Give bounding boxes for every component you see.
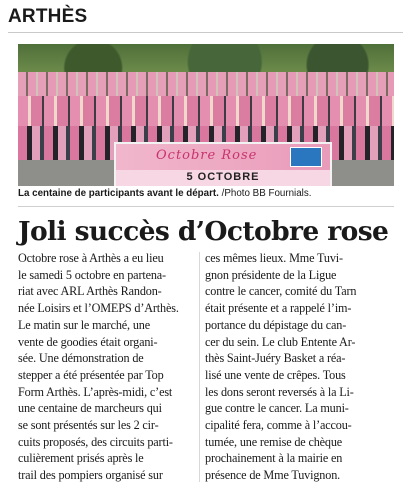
banner-script-text: Octobre Rose bbox=[156, 148, 258, 163]
photo-banner bbox=[114, 142, 332, 186]
column-separator bbox=[199, 252, 200, 482]
body-line: Le matin sur le marché, une bbox=[18, 317, 150, 332]
page-header bbox=[0, 0, 411, 34]
body-line: contre le cancer, comité du Tarn bbox=[205, 284, 357, 299]
body-line: ces mêmes lieux. Mme Tuvi- bbox=[205, 251, 343, 265]
body-line: cer du sein. Le club Entente Ar- bbox=[205, 334, 356, 349]
header-rule bbox=[8, 32, 403, 33]
body-line: thès Saint-Juéry Basket a réa- bbox=[205, 351, 346, 366]
body-line: portance du dépistage du can- bbox=[205, 317, 347, 332]
banner-date-text: 5 OCTOBRE bbox=[186, 171, 260, 183]
body-line: gnon présidente de la Ligue bbox=[205, 267, 337, 282]
body-line: était présente et a rappelé l’im- bbox=[205, 301, 352, 316]
body-line: les dons seront reversés à la Li- bbox=[205, 384, 354, 399]
body-line: Octobre rose à Arthès a eu lieu bbox=[18, 251, 164, 265]
body-line: stepper a été présentée par Top bbox=[18, 367, 164, 382]
article-headline: Joli succès d’Octobre rose bbox=[18, 216, 389, 247]
banner-logo bbox=[290, 147, 322, 167]
body-line: prochainement à la mairie en bbox=[205, 451, 343, 466]
body-line: trail des pompiers organisé sur bbox=[18, 468, 163, 483]
body-line: sée. Une démonstration de bbox=[18, 351, 144, 366]
body-line: culièrement prisés après le bbox=[18, 451, 144, 466]
section-tag: ARTHÈS bbox=[8, 6, 88, 27]
body-column-right bbox=[205, 250, 385, 484]
body-line: tumée, une remise de chèque bbox=[205, 434, 343, 449]
photo-crowd-middle bbox=[18, 96, 394, 126]
body-line: présence de Mme Tuvignon. bbox=[205, 468, 341, 483]
body-line: gue contre le cancer. La muni- bbox=[205, 401, 349, 416]
body-line: lisé une vente de crêpes. Tous bbox=[205, 367, 346, 382]
body-line: le samedi 5 octobre en partena- bbox=[18, 267, 166, 282]
body-line: riat avec ARL Arthès Randon- bbox=[18, 284, 162, 299]
photo-caption bbox=[18, 188, 398, 199]
body-line: Form Arthès. L’après-midi, c’est bbox=[18, 384, 173, 399]
caption-credit: /Photo BB Fournials. bbox=[218, 188, 312, 199]
body-line: une centaine de marcheurs qui bbox=[18, 401, 162, 416]
body-line: vente de goodies était organi- bbox=[18, 334, 158, 349]
body-line: née Loisirs et l’OMEPS d’Arthès. bbox=[18, 301, 179, 316]
body-column-left bbox=[18, 250, 198, 484]
caption-rule bbox=[18, 206, 394, 207]
body-line: se sont présentés sur les 2 cir- bbox=[18, 418, 159, 433]
photo-crowd-back bbox=[18, 72, 394, 98]
body-line: cuits proposés, des circuits parti- bbox=[18, 434, 173, 449]
caption-main: La centaine de participants avant le départ. bbox=[18, 188, 219, 199]
article-photo bbox=[18, 44, 394, 186]
body-line: cipalité fera, comme à l’accou- bbox=[205, 418, 352, 433]
